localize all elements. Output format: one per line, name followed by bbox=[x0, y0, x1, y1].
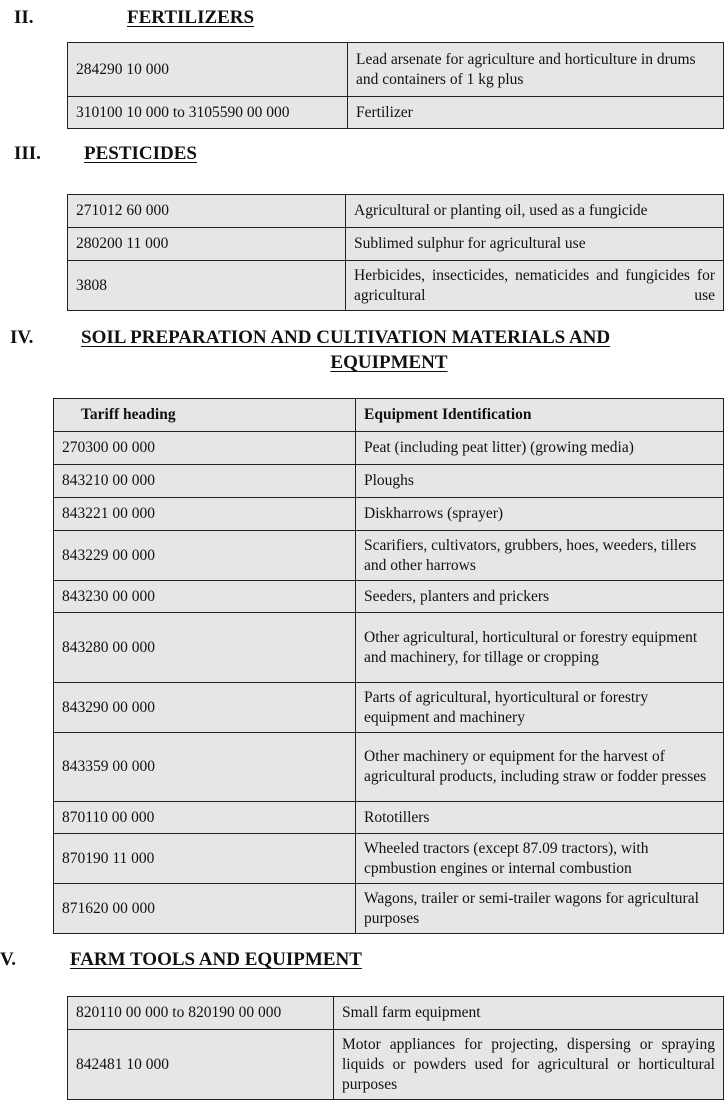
tariff-code: 843230 00 000 bbox=[54, 581, 356, 613]
table-row bbox=[68, 997, 724, 1030]
item-description: Ploughs bbox=[356, 465, 724, 498]
tariff-code: 870110 00 000 bbox=[54, 802, 356, 834]
tariff-code: 310100 10 000 to 3105590 00 000 bbox=[68, 97, 348, 129]
tariff-code: 843290 00 000 bbox=[54, 683, 356, 733]
item-description: Sublimed sulphur for agricultural use bbox=[346, 228, 724, 261]
soil-equipment-table bbox=[53, 398, 724, 934]
item-description: Seeders, planters and prickers bbox=[356, 581, 724, 613]
pesticides-table bbox=[67, 194, 724, 311]
column-header-equipment: Equipment Identification bbox=[356, 399, 724, 432]
table-row bbox=[68, 195, 724, 228]
column-header-tariff: Tariff heading bbox=[54, 399, 356, 432]
table-row bbox=[68, 97, 724, 129]
table-row bbox=[68, 261, 724, 311]
table-row bbox=[68, 1030, 724, 1100]
table-row bbox=[54, 581, 724, 613]
section-number: V. bbox=[0, 949, 17, 970]
tariff-code: 842481 10 000 bbox=[68, 1030, 334, 1100]
table-row bbox=[54, 613, 724, 683]
table-row bbox=[54, 802, 724, 834]
item-description: Wheeled tractors (except 87.09 tractors), with cpmbustion engines or internal combustion bbox=[356, 834, 724, 884]
tariff-code: 271012 60 000 bbox=[68, 195, 346, 228]
table-row bbox=[54, 733, 724, 802]
item-description: Agricultural or planting oil, used as a fungicide bbox=[346, 195, 724, 228]
tariff-code: 280200 11 000 bbox=[68, 228, 346, 261]
table-row bbox=[54, 498, 724, 531]
section-title-soil-line2: EQUIPMENT bbox=[330, 352, 448, 373]
tariff-code: 284290 10 000 bbox=[68, 43, 348, 97]
table-row bbox=[54, 884, 724, 934]
item-description: Motor appliances for projecting, dispersing or spraying liquids or powders used for agricultural or horticultural purposes bbox=[334, 1030, 724, 1100]
table-row bbox=[68, 228, 724, 261]
table-row bbox=[54, 531, 724, 581]
tariff-code: 820110 00 000 to 820190 00 000 bbox=[68, 997, 334, 1030]
table-row bbox=[68, 43, 724, 97]
item-description: Small farm equipment bbox=[334, 997, 724, 1030]
tariff-code: 3808 bbox=[68, 261, 346, 311]
item-description: Parts of agricultural, hyorticultural or forestry equipment and machinery bbox=[356, 683, 724, 733]
section-number: III. bbox=[14, 143, 41, 164]
tariff-code: 843210 00 000 bbox=[54, 465, 356, 498]
section-number: II. bbox=[14, 7, 34, 28]
table-header-row bbox=[54, 399, 724, 432]
tariff-code: 843359 00 000 bbox=[54, 733, 356, 802]
table-row bbox=[54, 834, 724, 884]
tariff-code: 870190 11 000 bbox=[54, 834, 356, 884]
item-description: Herbicides, insecticides, nematicides and fungicides for agricultural use bbox=[346, 261, 724, 311]
tariff-code: 843221 00 000 bbox=[54, 498, 356, 531]
tariff-code: 270300 00 000 bbox=[54, 432, 356, 465]
tariff-code: 843280 00 000 bbox=[54, 613, 356, 683]
item-description: Peat (including peat litter) (growing media) bbox=[356, 432, 724, 465]
section-title-fertilizers: FERTILIZERS bbox=[127, 7, 255, 28]
item-description: Diskharrows (sprayer) bbox=[356, 498, 724, 531]
section-title-pesticides: PESTICIDES bbox=[84, 143, 197, 164]
tariff-code: 843229 00 000 bbox=[54, 531, 356, 581]
section-number: IV. bbox=[10, 327, 34, 348]
section-title-farm-tools: FARM TOOLS AND EQUIPMENT bbox=[70, 949, 362, 970]
item-description: Fertilizer bbox=[348, 97, 724, 129]
item-description: Lead arsenate for agriculture and horticulture in drums and containers of 1 kg plus bbox=[348, 43, 724, 97]
fertilizers-table bbox=[67, 42, 724, 129]
item-description: Rototillers bbox=[356, 802, 724, 834]
table-row bbox=[54, 432, 724, 465]
item-description: Scarifiers, cultivators, grubbers, hoes, weeders, tillers and other harrows bbox=[356, 531, 724, 581]
item-description: Other agricultural, horticultural or forestry equipment and machinery, for tillage or cropping bbox=[356, 613, 724, 683]
item-description: Other machinery or equipment for the harvest of agricultural products, including straw or fodder presses bbox=[356, 733, 724, 802]
section-title-soil-line1: SOIL PREPARATION AND CULTIVATION MATERIALS AND bbox=[81, 327, 611, 348]
table-row bbox=[54, 465, 724, 498]
table-row bbox=[54, 683, 724, 733]
tariff-code: 871620 00 000 bbox=[54, 884, 356, 934]
item-description: Wagons, trailer or semi-trailer wagons for agricultural purposes bbox=[356, 884, 724, 934]
farm-tools-table bbox=[67, 996, 724, 1100]
